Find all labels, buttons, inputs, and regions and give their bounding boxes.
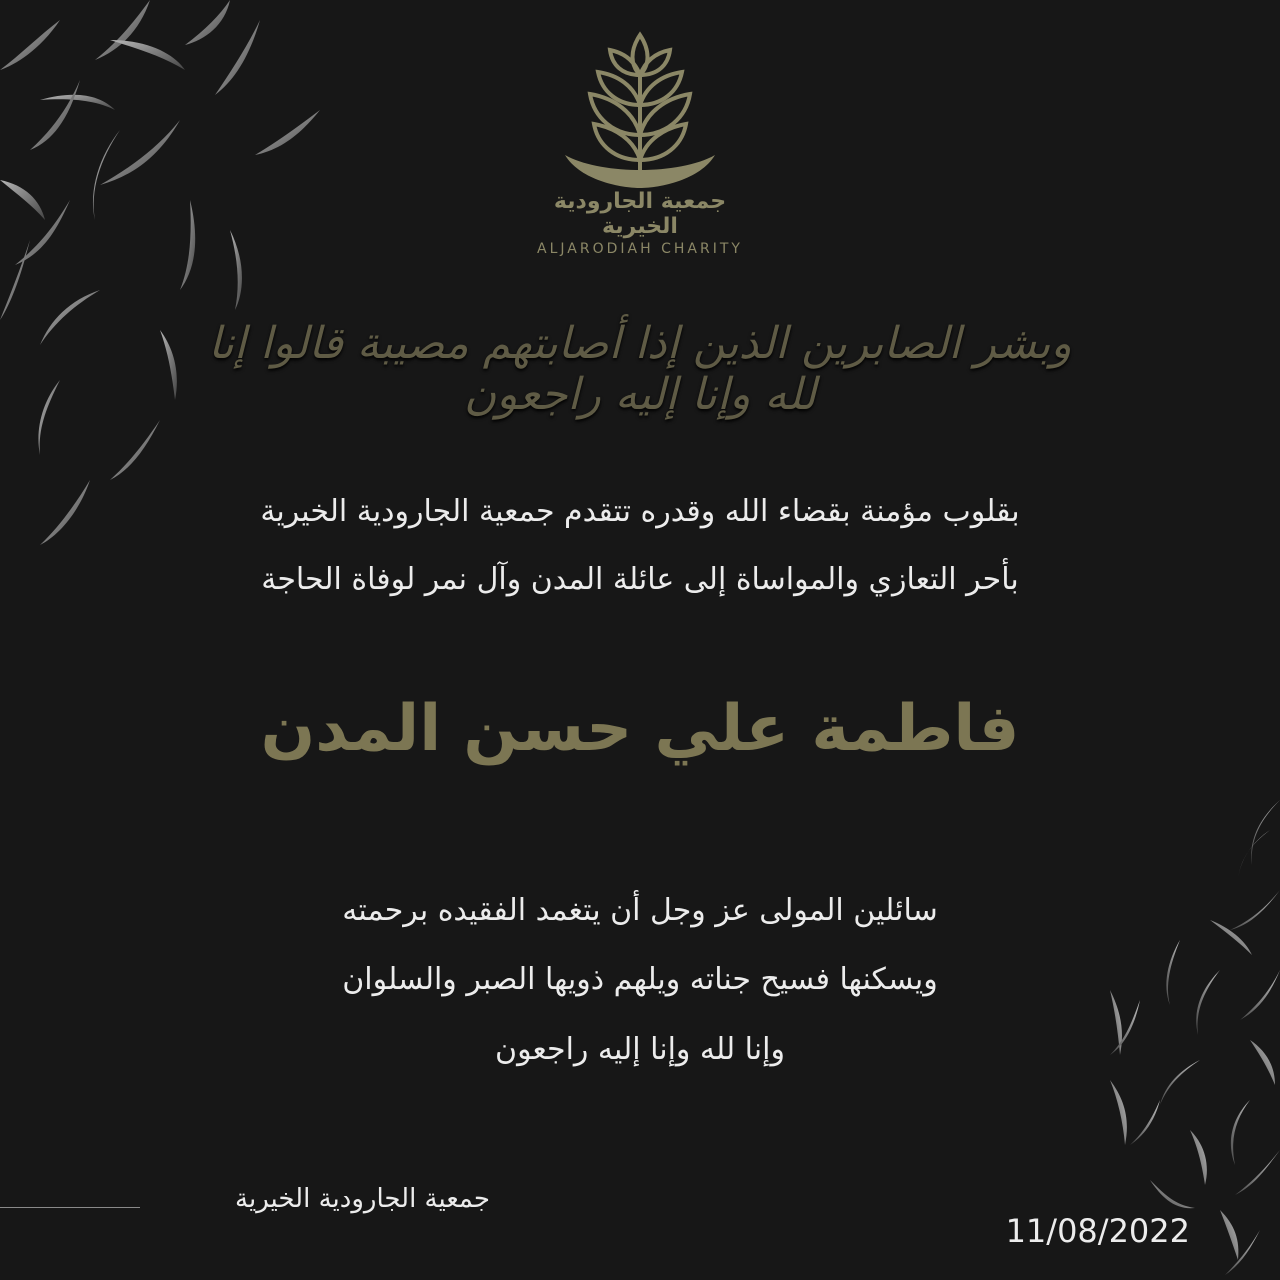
date: 11/08/2022 <box>1005 1212 1190 1250</box>
intro-line-1: بقلوب مؤمنة بقضاء الله وقدره تتقدم جمعية الجارودية الخيرية <box>260 494 1020 529</box>
quran-verse-calligraphy: وبشر الصابرين الذين إذا أصابتهم مصيبة قالوا إنا لله وإنا إليه راجعون <box>208 318 1072 420</box>
intro-line-2: بأحر التعازي والمواساة إلى عائلة المدن وآل نمر لوفاة الحاجة <box>261 562 1019 597</box>
footer-divider <box>0 1207 140 1208</box>
logo-name-arabic: جمعية الجارودية الخيرية <box>553 189 727 239</box>
footer-organization: جمعية الجارودية الخيرية <box>235 1184 490 1214</box>
deceased-name: فاطمة علي حسن المدن <box>260 692 1020 766</box>
prayer-line-3: وإنا لله وإنا إليه راجعون <box>495 1032 785 1067</box>
wheat-boat-logo-icon <box>550 20 730 195</box>
logo-name-english: ALJARODIAH CHARITY <box>537 241 743 257</box>
charity-logo <box>520 20 760 257</box>
prayer-line-1: سائلين المولى عز وجل أن يتغمد الفقيده برحمته <box>342 893 938 928</box>
prayer-line-2: ويسكنها فسيح جناته ويلهم ذويها الصبر والسلوان <box>342 962 938 997</box>
decorative-leaves-top-left <box>0 0 320 560</box>
